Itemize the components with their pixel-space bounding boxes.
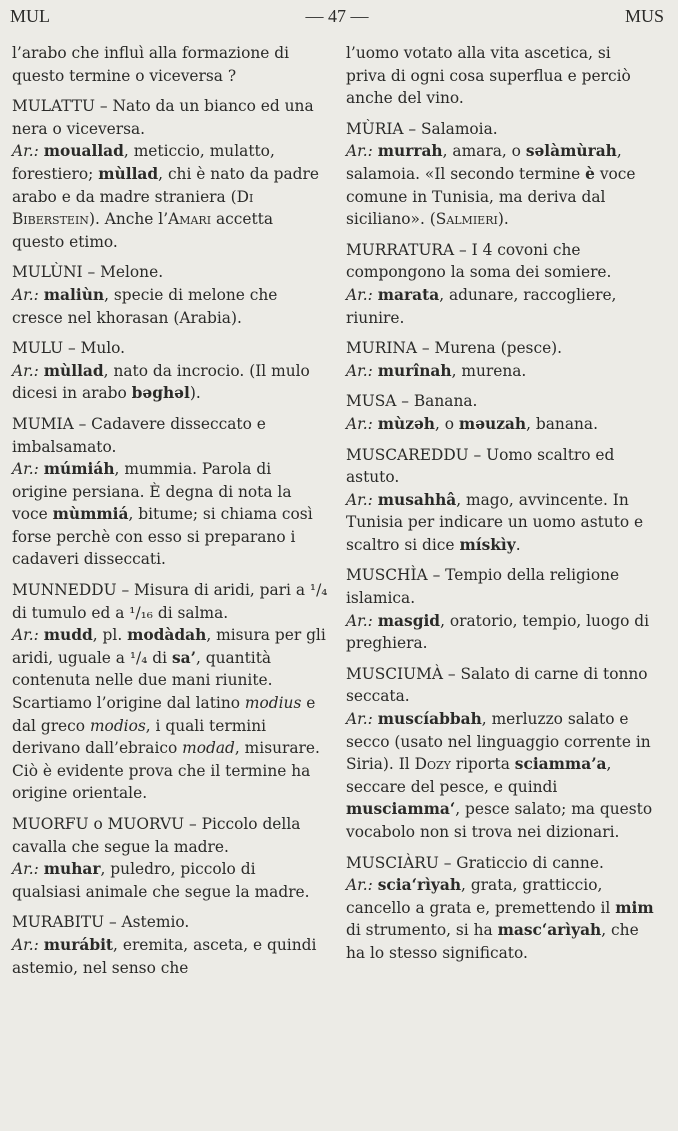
entry-etymology: [12, 140, 328, 253]
entry-definition: Melone.: [100, 263, 164, 282]
header-left-guideword: MUL: [10, 6, 50, 26]
entry-definition-line: MURINA – Murena (pesce).: [346, 339, 563, 358]
entry-headword: MULATTU: [12, 97, 96, 116]
entry-definition: Uomo scaltro ed astuto.: [346, 445, 615, 487]
entry-definition-line: MÙRIA – Salamoia.: [346, 119, 498, 138]
entry-definition: I 4 covoni che compongono la soma dei somiere.: [346, 240, 612, 282]
etymology-text: murábit, eremita, asceta, e quindi astemio, nel senso che: [12, 935, 317, 977]
dictionary-entry: [346, 444, 654, 557]
etymology-text: masgid, oratorio, tempio, luogo di preghiera.: [346, 611, 650, 653]
entry-etymology: [346, 610, 654, 655]
page-number: — 47 —: [305, 6, 369, 26]
etymology-label: Ar.:: [12, 935, 39, 954]
entry-headword: MUNNEDDU: [12, 581, 117, 600]
entry-definition-line: MUNNEDDU – Misura di aridi, pari a ¹/₄ di tumulo ed a ¹/₁₆ di salma.: [12, 581, 328, 622]
entry-definition-line: MUMIA – Cadavere disseccato e imbalsamato.: [12, 414, 266, 456]
entry-definition-line: MURRATURA – I 4 covoni che compongono la soma dei somiere.: [346, 240, 612, 282]
entry-headword: MUSCHÌA: [346, 566, 428, 585]
entry-headword: MUMIA: [12, 414, 74, 433]
etymology-label: Ar.:: [12, 142, 39, 161]
entry-definition: Misura di aridi, pari a ¹/₄ di tumulo ed a ¹/₁₆ di salma.: [12, 581, 328, 622]
entry-headword: MUSCIÀRU: [346, 853, 439, 872]
dictionary-entry: [346, 564, 654, 654]
etymology-label: Ar.:: [12, 285, 39, 304]
etymology-label: Ar.:: [346, 285, 373, 304]
entry-definition: Banana.: [413, 392, 478, 411]
etymology-text: mùllad, nato da incrocio. (Il mulo dicesi in arabo bəghəl).: [12, 361, 310, 403]
entry-definition: Nato da un bianco ed una nera o viceversa.: [12, 97, 314, 138]
etymology-label: Ar.:: [346, 710, 373, 729]
etymology-text: muscíabbah, merluzzo salato e secco (usato nel linguaggio corrente in Siria). Il Dozy riporta sciamma’a, seccare del pesce, e quindi musciamma‘, pesce salato; ma questo vocabolo non si trova nei dizionari.: [346, 710, 653, 841]
entry-headword: MUORFU o MUORVU: [12, 815, 185, 833]
entry-definition-line: MUORFU o MUORVU – Piccolo della cavalla che segue la madre.: [12, 815, 301, 856]
dictionary-entry: [346, 852, 654, 965]
dictionary-entry: [12, 337, 328, 405]
entry-definition: Astemio.: [121, 913, 190, 932]
entry-continuation: [346, 42, 654, 110]
left-column: [12, 42, 328, 987]
dictionary-entry: [12, 813, 328, 903]
entry-headword: MURABITU: [12, 913, 105, 932]
etymology-text: mùzəh, o məuzah, banana.: [377, 414, 598, 433]
dictionary-entry: [346, 239, 654, 329]
entry-headword: MURINA: [346, 339, 417, 358]
dictionary-entry: [346, 337, 654, 382]
entry-etymology: [12, 360, 328, 405]
entry-definition-line: MUSCHÌA – Tempio della religione islamica.: [346, 566, 620, 608]
etymology-label: Ar.:: [346, 361, 373, 380]
entry-definition-line: MUSCIUMÀ – Salato di carne di tonno seccata.: [346, 664, 648, 706]
right-column: [346, 42, 654, 973]
etymology-text: múmiáh, mummia. Parola di origine persiana. È degna di nota la voce mùmmiá, bitume; si chiama così forse perchè con esso si preparano i cadaveri disseccati.: [12, 460, 313, 569]
etymology-text: mouallad, meticcio, mulatto, forestiero; mùllad, chi è nato da padre arabo e da madre straniera (Di Biberstein). Anche l’Amari accetta questo etimo.: [12, 142, 319, 251]
entry-headword: MUSCIUMÀ: [346, 664, 443, 683]
entry-definition: Piccolo della cavalla che segue la madre.: [12, 815, 301, 856]
continuation-text: l’arabo che influì alla formazione di questo termine o viceversa ?: [12, 44, 290, 85]
entry-definition: Cadavere disseccato e imbalsamato.: [12, 414, 266, 456]
etymology-text: murînah, murena.: [377, 361, 527, 380]
entry-etymology: [12, 934, 328, 979]
entry-definition-line: MURABITU – Astemio.: [12, 913, 190, 932]
etymology-text: marata, adunare, raccogliere, riunire.: [346, 285, 617, 327]
etymology-text: mudd, pl. modàdah, misura per gli aridi, uguale a ¹/₄ di sa’, quantità contenuta nelle due mani riunite. Scartiamo l’origine dal latino modius e dal greco modios, i quali termini derivano dall’ebraico modad, misurare. Ciò è evidente prova che il termine ha origine orientale.: [12, 626, 326, 803]
entry-headword: MURRATURA: [346, 240, 455, 259]
entry-definition-line: MULÙNI – Melone.: [12, 263, 164, 282]
dictionary-entry: [12, 579, 328, 805]
entry-definition: Salato di carne di tonno seccata.: [346, 664, 648, 706]
etymology-label: Ar.:: [12, 361, 39, 380]
entry-definition: Tempio della religione islamica.: [346, 566, 620, 608]
entry-definition: Graticcio di canne.: [456, 853, 604, 872]
entry-etymology: [346, 874, 654, 964]
etymology-text: muhar, puledro, piccolo di qualsiasi animale che segue la madre.: [12, 860, 310, 901]
etymology-label: Ar.:: [346, 142, 373, 161]
etymology-text: scia‘rìyah, grata, gratticcio, cancello a grata e, premettendo il mim di strumento, si ha masc‘arìyah, che ha lo stesso significato.: [346, 876, 654, 962]
dictionary-entry: [12, 261, 328, 329]
entry-definition: Salamoia.: [421, 119, 498, 138]
entry-etymology: [346, 360, 654, 383]
etymology-label: Ar.:: [346, 414, 373, 433]
entry-definition-line: MUSCIÀRU – Graticcio di canne.: [346, 853, 604, 872]
entry-definition-line: MULATTU – Nato da un bianco ed una nera o viceversa.: [12, 97, 314, 138]
continuation-text: l’uomo votato alla vita ascetica, si priva di ogni cosa superflua e perciò anche del vino.: [346, 44, 631, 108]
entry-etymology: [346, 284, 654, 329]
dictionary-entry: [12, 95, 328, 253]
entry-etymology: [12, 458, 328, 571]
etymology-label: Ar.:: [346, 490, 373, 509]
etymology-label: Ar.:: [12, 626, 39, 645]
dictionary-entry: [346, 118, 654, 231]
dictionary-entry: [12, 911, 328, 979]
entry-etymology: [12, 284, 328, 329]
entry-etymology: [12, 624, 328, 805]
entry-definition-line: MUSCAREDDU – Uomo scaltro ed astuto.: [346, 445, 615, 487]
entry-headword: MUSA: [346, 392, 397, 411]
entry-headword: MULÙNI: [12, 263, 83, 282]
entry-etymology: [346, 140, 654, 230]
etymology-label: Ar.:: [346, 611, 373, 630]
entry-etymology: [12, 858, 328, 903]
dictionary-entry: [346, 663, 654, 844]
etymology-label: Ar.:: [346, 876, 373, 895]
etymology-text: maliùn, specie di melone che cresce nel khorasan (Arabia).: [12, 285, 278, 327]
entry-continuation: [12, 42, 328, 87]
dictionary-entry: [12, 413, 328, 571]
running-header: [10, 6, 664, 30]
etymology-text: murrah, amara, o səlàmùrah, salamoia. «Il secondo termine è voce comune in Tunisia, ma deriva dal siciliano». (Salmieri).: [346, 142, 636, 229]
header-right-guideword: MUS: [624, 6, 664, 26]
entry-headword: MUSCAREDDU: [346, 445, 469, 464]
etymology-text: musahhâ, mago, avvincente. In Tunisia per indicare un uomo astuto e scaltro si dice mískìy.: [346, 490, 644, 554]
entry-headword: MÙRIA: [346, 119, 404, 138]
etymology-label: Ar.:: [12, 860, 39, 879]
dictionary-entry: [346, 390, 654, 435]
entry-etymology: [346, 708, 654, 844]
entry-definition: Murena (pesce).: [434, 339, 563, 358]
entry-definition-line: MULU – Mulo.: [12, 339, 126, 358]
etymology-label: Ar.:: [12, 460, 39, 479]
entry-etymology: [346, 413, 654, 436]
entry-etymology: [346, 489, 654, 557]
entry-headword: MULU: [12, 339, 64, 358]
entry-definition: Mulo.: [80, 339, 126, 358]
entry-definition-line: MUSA – Banana.: [346, 392, 478, 411]
